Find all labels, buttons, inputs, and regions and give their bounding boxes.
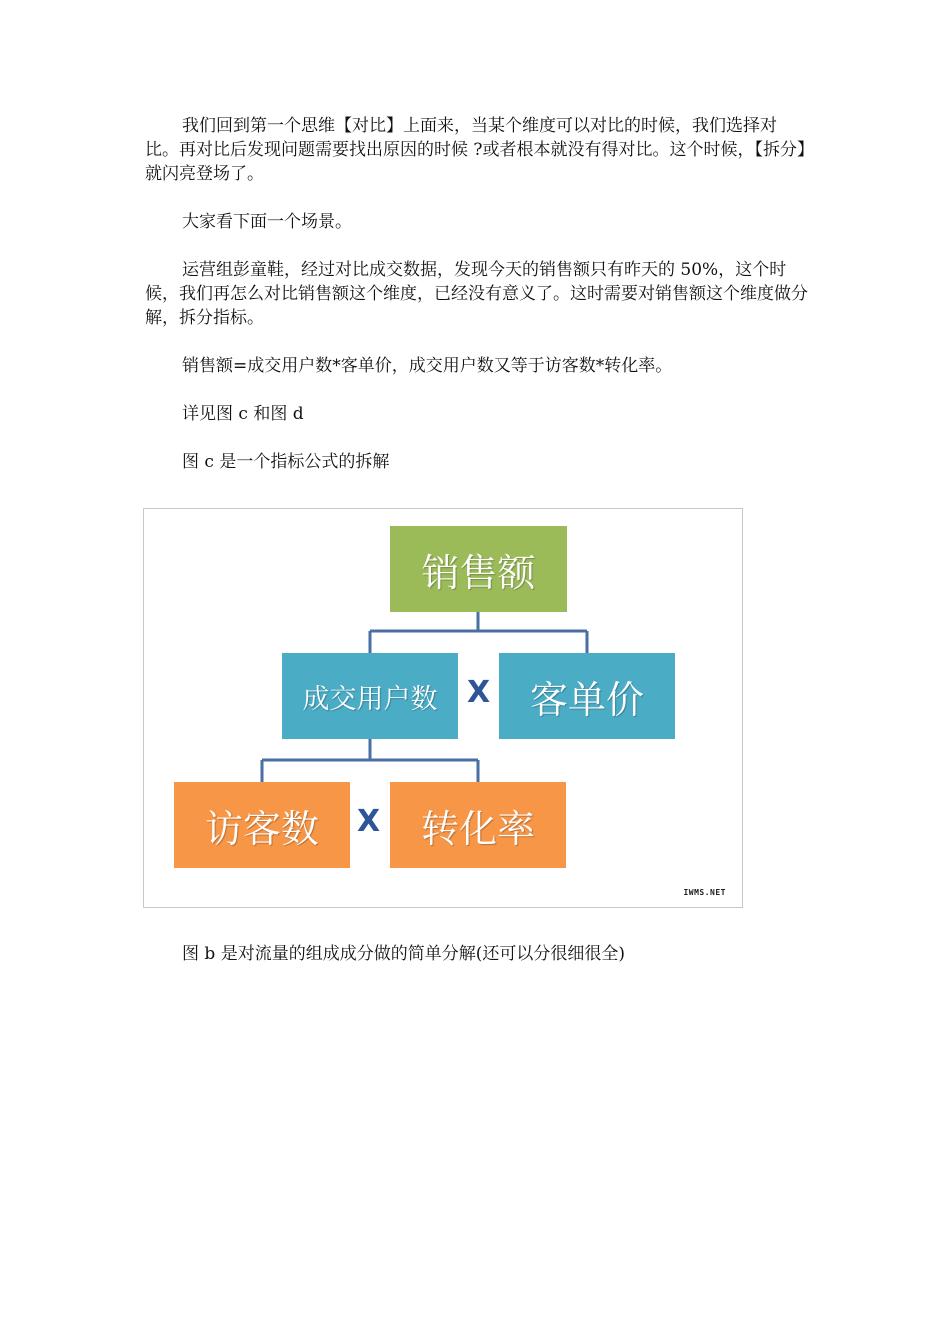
paragraph-formula: 销售额=成交用户数*客单价，成交用户数又等于访客数*转化率。 — [182, 356, 673, 376]
paragraph-scenario: 大家看下面一个场景。 — [182, 212, 352, 232]
conversion-box: 转化率 — [390, 782, 566, 868]
multiply-icon: X — [467, 675, 491, 710]
paragraph-figure-c-caption: 图 c 是一个指标公式的拆解 — [182, 452, 390, 472]
sales-box: 销售额 — [390, 526, 567, 612]
paragraph-case: 运营组彭童鞋，经过对比成交数据，发现今天的销售额只有昨天的 50%，这个时候，我们再怎么对比销售额这个维度，已经没有意义了。这时需要对销售额这个维度做分解，拆分指标。 — [145, 260, 808, 328]
metric-breakdown-diagram — [143, 508, 743, 908]
multiply-icon: X — [357, 804, 381, 839]
buyers-box: 成交用户数 — [282, 653, 458, 739]
paragraph-intro: 我们回到第一个思维【对比】上面来，当某个维度可以对比的时候，我们选择对比。再对比后发现问题需要找出原因的时候 ?或者根本就没有得对比。这个时候，【拆分】就闪亮登场了。 — [145, 116, 806, 184]
visitors-box: 访客数 — [174, 782, 350, 868]
watermark-logo: IWMS.NET — [683, 888, 726, 897]
paragraph-see-figures: 详见图 c 和图 d — [182, 404, 304, 424]
avg-price-box: 客单价 — [499, 653, 675, 739]
paragraph-figure-b-caption: 图 b 是对流量的组成成分做的简单分解(还可以分很细很全) — [182, 944, 625, 964]
